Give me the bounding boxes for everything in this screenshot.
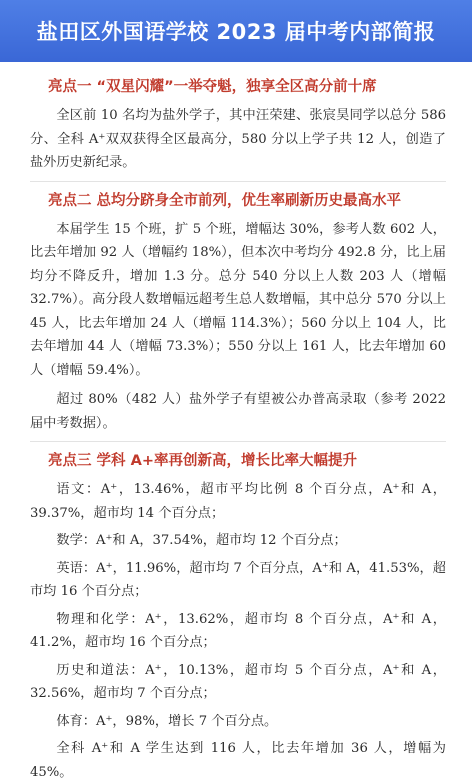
- paragraph: 全科 A⁺和 A 学生达到 116 人，比去年增加 36 人，增幅为 45%。: [30, 741, 446, 780]
- paragraph: 全区前 10 名均为盐外学子，其中汪荣建、张宸昊同学以总分 586 分、全科 A⁺双双获得全区最高分，580 分以上学子共 12 人，创造了盐外历史新纪录。: [30, 108, 446, 170]
- paragraph: 体育：A⁺，98%，增长 7 个百分点。: [56, 713, 278, 729]
- section-divider: [30, 181, 446, 182]
- report-body: [0, 62, 472, 784]
- section-title-2: 亮点二 总均分跻身全市前列，优生率刷新历史最高水平: [48, 192, 402, 209]
- banner-title: 盐田区外国语学校 2023 届中考内部简报: [36, 20, 436, 44]
- paragraph: 本届学生 15 个班，扩 5 个班，增幅达 30%，参考人数 602 人，比去年增加 92 人（增幅约 18%），但本次中考均分 492.8 分，比上届均分不降反升，增加 1.3 分。总分 540 分以上人数 203 人（增幅 32.7%）。高分段人数增幅远超考生总人数增幅，其中总分 570 分以上 45 人，比去年增加 24 人（增幅 114.3%）；560 分以上 104 人，比去年增加 44 人（增幅 73.3%）；550 分以上 161 人，比去年增加 60 人（增幅 59.4%）。: [30, 221, 446, 378]
- section-title-3: 亮点三 学科 A+率再创新高，增长比率大幅提升: [48, 453, 357, 469]
- section-divider: [30, 441, 446, 442]
- paragraph: 数学：A⁺和 A，37.54%，超市均 12 个百分点；: [56, 533, 347, 548]
- page-banner: [0, 0, 472, 62]
- section-title-1: 亮点一 “双星闪耀”一举夺魁，独享全区高分前十席: [48, 79, 377, 95]
- paragraph: 历史和道法：A⁺，10.13%，超市均 5 个百分点，A⁺和 A，32.56%，超市均 7 个百分点；: [30, 662, 446, 701]
- paragraph: 英语：A⁺，11.96%，超市均 7 个百分点，A⁺和 A，41.53%，超市均 16 个百分点；: [30, 560, 446, 599]
- paragraph: 超过 80%（482 人）盐外学子有望被公办普高录取（参考 2022 届中考数据）。: [30, 392, 446, 431]
- paragraph: 语文：A⁺，13.46%，超市平均比例 8 个百分点，A⁺和 A，39.37%，超市均 14 个百分点；: [30, 482, 446, 521]
- paragraph: 物理和化学：A⁺，13.62%，超市均 8 个百分点，A⁺和 A，41.2%，超市均 16 个百分点；: [30, 611, 446, 650]
